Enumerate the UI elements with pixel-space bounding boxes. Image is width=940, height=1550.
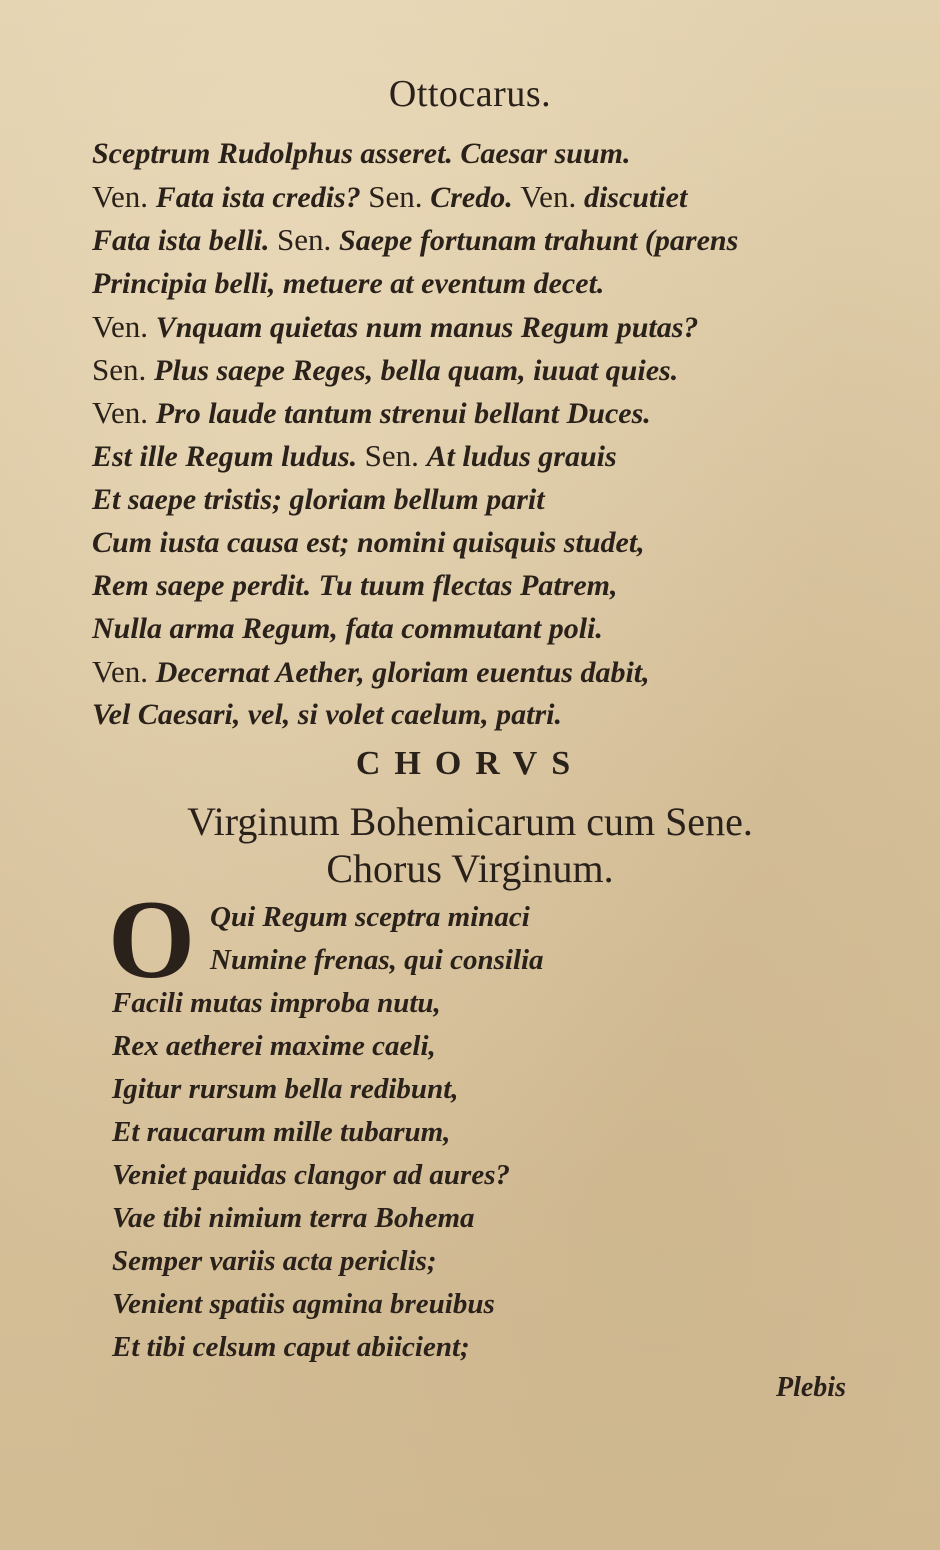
speaker-label: Sen.: [368, 179, 431, 215]
dialogue-text: Saepe fortunam trahunt (parens: [339, 224, 739, 258]
dialogue-text: Est ille Regum ludus.: [92, 440, 365, 474]
verse-line: Facili mutas improba nutu,: [112, 987, 441, 1019]
dialogue-text: Fata ista credis?: [155, 181, 369, 215]
dialogue-text: Decernat Aether, gloriam euentus dabit,: [155, 656, 650, 690]
verse-block: [112, 896, 872, 1369]
dialogue-text: Principia belli, metuere at eventum decet.: [92, 266, 605, 300]
dialogue-line: [92, 262, 872, 305]
dialogue-text: discutiet: [583, 181, 688, 215]
dialogue-line: [92, 434, 872, 477]
speaker-label: Ven.: [92, 308, 156, 344]
dialogue-text: Sceptrum Rudolphus asseret. Caesar suum.: [92, 137, 631, 170]
dialogue-text: Cum iusta causa est; nomini quisquis studet,: [92, 525, 645, 559]
speaker-label: Sen.: [92, 351, 154, 387]
verse-line: Semper variis acta periclis;: [112, 1245, 437, 1277]
speaker-label: Ven.: [92, 395, 156, 431]
verse-line: Numine frenas, qui consilia: [210, 944, 544, 976]
dialogue-line: [92, 305, 872, 348]
dialogue-text: Plus saepe Reges, bella quam, iuuat quies.: [154, 353, 679, 387]
verse-line: Venient spatiis agmina breuibus: [112, 1288, 495, 1320]
speaker-label: Ven.: [92, 179, 156, 215]
dialogue-line: [92, 650, 872, 693]
dialogue-line: [92, 132, 872, 175]
verse-line: Igitur rursum bella redibunt,: [112, 1073, 459, 1105]
dialogue-text: Credo.: [430, 181, 521, 215]
chorus-heading: CHORVS: [355, 745, 585, 782]
speaker-label: Sen.: [277, 222, 340, 258]
drop-cap: O: [108, 878, 196, 1002]
verse-line: Qui Regum sceptra minaci: [210, 901, 530, 933]
dialogue-text: Rem saepe perdit. Tu tuum flectas Patrem,: [92, 568, 618, 602]
verse-line: Veniet pauidas clangor ad aures?: [112, 1159, 510, 1191]
dialogue-line: [92, 521, 872, 564]
dialogue-line: [92, 175, 872, 218]
dialogue-line: [92, 607, 872, 650]
speaker-label: Sen.: [364, 438, 427, 474]
dialogue-line: [92, 348, 872, 391]
verse-line: Vae tibi nimium terra Bohema: [112, 1202, 475, 1234]
dialogue-line: [92, 218, 872, 261]
dialogue-text: Fata ista belli.: [92, 224, 278, 258]
verse-line: Et tibi celsum caput abiicient;: [112, 1331, 470, 1363]
verse-line: Et raucarum mille tubarum,: [112, 1116, 451, 1148]
running-title: Ottocarus.: [388, 73, 552, 115]
chorus-subtitle: Virginum Bohemicarum cum Sene.: [187, 799, 753, 844]
verse-line: Rex aetherei maxime caeli,: [112, 1030, 436, 1062]
dialogue-line: [92, 693, 872, 736]
catchword: Plebis: [776, 1372, 846, 1403]
dialogue-text: At ludus grauis: [426, 440, 617, 474]
dialogue-text: Vnquam quietas num manus Regum putas?: [155, 310, 699, 344]
dialogue-text: Nulla arma Regum, fata commutant poli.: [92, 612, 603, 646]
dialogue-line: [92, 391, 872, 434]
dialogue-block: [92, 132, 872, 737]
dialogue-text: Vel Caesari, vel, si volet caelum, patri.: [92, 698, 562, 732]
dialogue-line: [92, 478, 872, 521]
dialogue-line: [92, 564, 872, 607]
speaker-label: Ven.: [520, 179, 584, 215]
dialogue-text: Et saepe tristis; gloriam bellum parit: [92, 482, 545, 516]
chorus-subtitle-2: Chorus Virginum.: [326, 846, 614, 891]
dialogue-text: Pro laude tantum strenui bellant Duces.: [155, 397, 651, 431]
speaker-label: Ven.: [92, 654, 156, 690]
